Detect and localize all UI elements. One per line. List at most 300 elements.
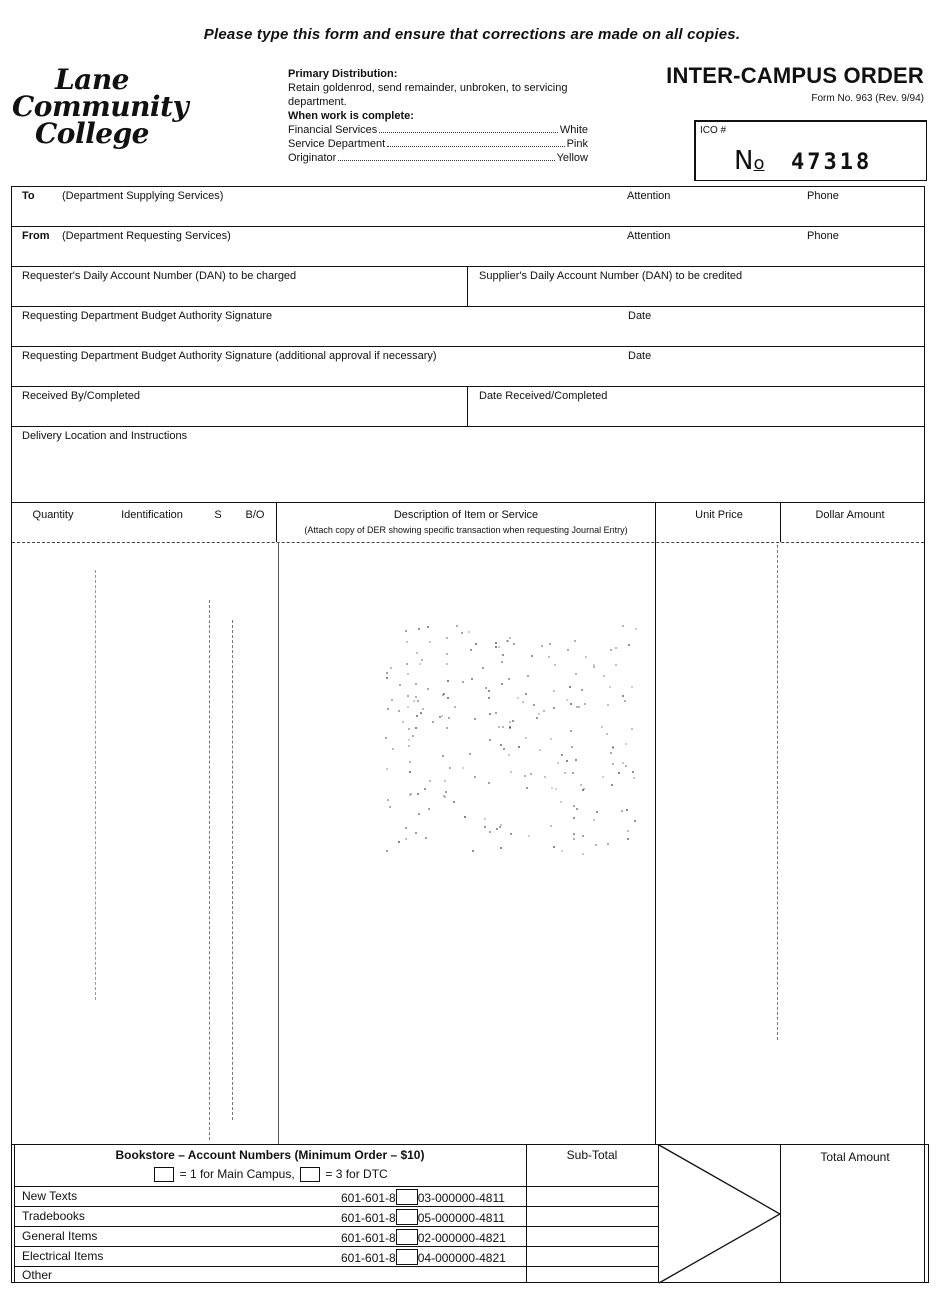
scan-speck [405, 827, 407, 829]
scan-speck [488, 690, 490, 692]
scan-speck [415, 832, 417, 834]
scan-speck [569, 686, 571, 688]
typing-notice: Please type this form and ensure that corrections are made on all copies. [203, 26, 741, 43]
main-campus-label: = 1 for Main Campus, [179, 1167, 295, 1181]
scan-speck [501, 683, 503, 685]
copy-color: Yellow [556, 152, 588, 164]
from-label: From [22, 230, 50, 242]
scan-speck [578, 706, 580, 708]
campus-code-box[interactable] [396, 1189, 418, 1205]
scan-speck [415, 696, 417, 698]
column-divider [526, 1144, 527, 1283]
campus-code-box[interactable] [396, 1209, 418, 1225]
scan-speck [580, 784, 582, 786]
scan-speck [446, 727, 448, 729]
account-row-name: New Texts [22, 1189, 78, 1203]
copy-dept: Originator [288, 152, 337, 164]
copy-row [288, 151, 588, 165]
scan-speck [512, 720, 514, 722]
row-divider [11, 386, 925, 387]
distribution-block [288, 67, 618, 165]
account-row-name: Other [22, 1268, 53, 1282]
scan-speck [474, 718, 476, 720]
scan-speck [593, 819, 595, 821]
scan-speck [418, 813, 420, 815]
scan-speck [501, 661, 503, 663]
scan-speck [573, 817, 575, 819]
scan-speck [550, 825, 552, 827]
scan-speck [387, 708, 389, 710]
description-header: Description of Item or Service [393, 509, 539, 521]
account-suffix: 02-000000-4821 [417, 1231, 506, 1245]
scan-speck [625, 765, 627, 767]
dtc-checkbox[interactable] [300, 1167, 320, 1182]
scan-speck [446, 663, 448, 665]
budget-signature-2-field[interactable] [12, 364, 924, 385]
scan-speck [447, 680, 449, 682]
from-description: (Department Requesting Services) [62, 230, 231, 242]
scan-speck [622, 625, 624, 627]
unit-price-header: Unit Price [695, 509, 743, 521]
scan-speck [555, 788, 557, 790]
scan-speck [530, 773, 532, 775]
scan-speck [489, 739, 491, 741]
scan-speck [626, 809, 628, 811]
scan-speck [500, 847, 502, 849]
scan-speck [575, 673, 577, 675]
copy-color: White [559, 124, 588, 136]
scan-speck [446, 637, 448, 639]
scan-speck [405, 838, 407, 840]
scan-speck [500, 744, 502, 746]
account-row-name: Tradebooks [22, 1209, 85, 1223]
scan-speck [485, 687, 487, 689]
account-number [341, 1189, 505, 1205]
account-prefix: 601-601-8 [341, 1191, 396, 1205]
scan-speck [536, 717, 538, 719]
scan-speck [573, 833, 575, 835]
received-by-label: Received By/Completed [22, 390, 141, 402]
copy-dept: Service Department [288, 138, 386, 150]
scan-speck [448, 717, 450, 719]
scan-speck [550, 738, 552, 740]
scan-speck [462, 767, 464, 769]
scan-speck [498, 646, 500, 648]
row-divider [11, 346, 925, 347]
date-received-label: Date Received/Completed [479, 390, 608, 402]
copy-row [288, 123, 588, 137]
scan-speck [572, 772, 574, 774]
scan-speck [484, 818, 486, 820]
scan-speck [582, 789, 584, 791]
row-divider [11, 266, 925, 267]
scan-speck [543, 710, 545, 712]
subtotal-field[interactable] [528, 1267, 657, 1281]
scan-speck [432, 721, 434, 723]
scan-speck [392, 748, 394, 750]
supplier-dan-label: Supplier's Daily Account Number (DAN) to be credited [479, 270, 743, 282]
scan-speck [412, 735, 414, 737]
scan-speck [500, 824, 502, 826]
scan-speck [632, 771, 634, 773]
scan-speck [576, 808, 578, 810]
scan-speck [610, 752, 612, 754]
scan-speck [612, 763, 614, 765]
scan-speck [427, 626, 429, 628]
from-field[interactable] [12, 244, 924, 265]
scan-speck [582, 853, 584, 855]
scan-speck [573, 805, 575, 807]
bookstore-title: Bookstore – Account Numbers (Minimum Order – $10) [115, 1148, 425, 1162]
scan-speck [625, 743, 627, 745]
budget-signature-field[interactable] [12, 324, 924, 345]
scan-speck [615, 647, 617, 649]
leader-dots [379, 123, 558, 133]
bookstore-left-border [14, 1144, 15, 1283]
college-logo [12, 63, 189, 150]
scan-speck [386, 672, 388, 674]
scan-speck [417, 700, 419, 702]
scan-speck [549, 643, 551, 645]
scan-speck [509, 637, 511, 639]
scan-speck [389, 806, 391, 808]
scan-speck [609, 686, 611, 688]
scan-speck [633, 777, 635, 779]
total-amount-label: Total Amount [820, 1150, 890, 1164]
scan-speck [443, 795, 445, 797]
scan-speck [541, 645, 543, 647]
scan-speck [498, 726, 500, 728]
copy-row [288, 137, 588, 151]
scan-speck [495, 712, 497, 714]
requester-dan-field[interactable] [12, 284, 466, 305]
logo-line-1: Lane [54, 63, 129, 96]
account-prefix: 601-601-8 [341, 1211, 396, 1225]
scan-speck [495, 642, 497, 644]
scan-speck [566, 699, 568, 701]
scan-speck [596, 811, 598, 813]
scan-speck [417, 793, 419, 795]
bo-header: B/O [245, 509, 265, 521]
scan-speck [531, 655, 533, 657]
scan-speck [528, 835, 530, 837]
scan-speck [560, 801, 562, 803]
scan-speck [603, 675, 605, 677]
account-row-name: Electrical Items [22, 1249, 104, 1263]
scan-speck [554, 664, 556, 666]
scan-speck [409, 771, 411, 773]
form-number: Form No. 963 (Rev. 9/94) [811, 93, 924, 104]
scan-speck [595, 844, 597, 846]
to-description: (Department Supplying Services) [62, 190, 224, 202]
subtotal-field[interactable] [528, 1207, 657, 1225]
scan-speck [524, 775, 526, 777]
scan-speck [566, 760, 568, 762]
scan-speck [607, 843, 609, 845]
scan-speck [553, 690, 555, 692]
scan-speck [611, 784, 613, 786]
scan-speck [461, 632, 463, 634]
campus-code-box[interactable] [396, 1229, 418, 1245]
scan-speck [570, 730, 572, 732]
other-account-field[interactable] [90, 1267, 524, 1281]
primary-distribution-heading: Primary Distribution: [288, 68, 398, 80]
scan-speck [454, 706, 456, 708]
scan-speck [444, 780, 446, 782]
scan-speck [499, 826, 501, 828]
scan-speck [385, 737, 387, 739]
scan-speck [575, 759, 577, 761]
scan-speck [544, 776, 546, 778]
scan-speck [527, 675, 529, 677]
scan-speck [533, 704, 535, 706]
scan-speck [402, 721, 404, 723]
scan-speck [488, 697, 490, 699]
date-received-field[interactable] [469, 404, 924, 425]
ico-number-box [694, 120, 927, 181]
scan-speck [468, 631, 470, 633]
form-title: INTER-CAMPUS ORDER [666, 63, 924, 88]
scan-speck [471, 678, 473, 680]
dollar-amount-header: Dollar Amount [815, 509, 885, 521]
scan-speck [585, 656, 587, 658]
scan-speck [446, 653, 448, 655]
scan-speck [610, 649, 612, 651]
scan-speck [627, 830, 629, 832]
to-phone-label: Phone [807, 190, 839, 202]
from-attention-label: Attention [627, 230, 671, 242]
scan-speck [618, 772, 620, 774]
scan-speck [475, 643, 477, 645]
description-note: (Attach copy of DER showing specific transaction when requesting Journal Entry) [304, 525, 628, 535]
total-arrow-icon [658, 1144, 781, 1284]
scan-speck [488, 782, 490, 784]
scan-speck [538, 713, 540, 715]
scan-speck [428, 808, 430, 810]
scan-speck [635, 628, 637, 630]
scan-speck [408, 739, 410, 741]
supplier-dan-field[interactable] [469, 284, 924, 305]
dtc-label: = 3 for DTC [325, 1167, 388, 1181]
scan-speck [582, 835, 584, 837]
scan-speck [415, 727, 417, 729]
scan-speck [509, 721, 511, 723]
number-sign [734, 146, 764, 176]
scan-speck [421, 659, 423, 661]
scan-speck [607, 704, 609, 706]
scan-speck [509, 727, 511, 729]
bookstore-top-border [11, 1144, 929, 1145]
scan-speck [561, 754, 563, 756]
scan-speck [601, 726, 603, 728]
column-divider [928, 1144, 929, 1283]
row-divider [11, 502, 925, 503]
scan-speck [525, 737, 527, 739]
scan-speck [502, 726, 504, 728]
work-complete-heading: When work is complete: [288, 110, 414, 122]
scan-speck [557, 762, 559, 764]
from-phone-label: Phone [807, 230, 839, 242]
account-prefix: 601-601-8 [341, 1231, 396, 1245]
scan-speck [406, 663, 408, 665]
ico-number: 47318 [791, 150, 873, 175]
campus-code-box[interactable] [396, 1249, 418, 1265]
scan-speck [584, 703, 586, 705]
scan-speck [418, 628, 420, 630]
leader-dots [387, 137, 564, 147]
scan-speck [489, 831, 491, 833]
scan-speck [445, 791, 447, 793]
budget-signature-label: Requesting Department Budget Authority Signature [22, 310, 273, 322]
scan-speck [489, 713, 491, 715]
row-divider [11, 226, 925, 227]
to-attention-label: Attention [627, 190, 671, 202]
scan-speck [410, 793, 412, 795]
ico-label: ICO # [700, 125, 727, 136]
scan-speck [390, 667, 392, 669]
scan-speck [564, 772, 566, 774]
scan-speck [570, 703, 572, 705]
column-divider [780, 502, 781, 542]
copy-dept: Financial Services [288, 124, 378, 136]
row-divider [11, 306, 925, 307]
logo-line-3: College [35, 117, 149, 150]
scan-speck [416, 652, 418, 654]
scan-speck [506, 640, 508, 642]
scan-speck [525, 693, 527, 695]
account-number [341, 1229, 506, 1245]
scan-speck [407, 706, 409, 708]
scan-speck [606, 733, 608, 735]
column-divider [467, 386, 468, 426]
scan-speck [502, 654, 504, 656]
number-sign-o: o [753, 153, 765, 174]
subtotal-field[interactable] [528, 1247, 657, 1265]
budget-date-label: Date [628, 310, 652, 322]
scan-speck [462, 681, 464, 683]
scan-speck [631, 728, 633, 730]
scan-speck [398, 710, 400, 712]
delivery-label: Delivery Location and Instructions [22, 430, 188, 442]
subtotal-label: Sub-Total [566, 1148, 618, 1162]
scan-speck [553, 846, 555, 848]
account-suffix: 03-000000-4811 [417, 1191, 505, 1205]
scan-speck [482, 667, 484, 669]
scan-speck [386, 768, 388, 770]
scan-speck [391, 699, 393, 701]
scan-speck [510, 771, 512, 773]
received-by-field[interactable] [12, 404, 466, 425]
scan-speck [408, 745, 410, 747]
main-campus-checkbox[interactable] [154, 1167, 174, 1182]
scan-speck [409, 761, 411, 763]
number-sign-n: N [734, 146, 754, 176]
scan-speck [553, 707, 555, 709]
account-number [341, 1249, 506, 1265]
column-divider [276, 502, 277, 542]
scan-speck [526, 787, 528, 789]
scan-speck [573, 838, 575, 840]
scan-speck [551, 787, 553, 789]
total-amount-field[interactable] [782, 1166, 927, 1281]
scan-speck [561, 850, 563, 852]
scan-speck [420, 712, 422, 714]
scan-speck [513, 643, 515, 645]
bookstore-bottom-border [14, 1282, 928, 1283]
subtotal-field[interactable] [528, 1187, 657, 1205]
scan-speck [496, 828, 498, 830]
scan-speck [627, 838, 629, 840]
scan-speck [427, 688, 429, 690]
copy-color: Pink [566, 138, 588, 150]
scan-speck [624, 700, 626, 702]
scan-speck [593, 666, 595, 668]
scan-speck [634, 820, 636, 822]
scan-speck [416, 715, 418, 717]
scan-speck [386, 850, 388, 852]
scan-speck [469, 753, 471, 755]
campus-code-legend [14, 1167, 526, 1182]
scan-speck [548, 656, 550, 658]
scan-speck [522, 701, 524, 703]
leader-dots [338, 151, 554, 161]
scan-speck [472, 850, 474, 852]
budget-signature-2-label: Requesting Department Budget Authority Signature (additional approval if necessary) [22, 350, 437, 362]
subtotal-field[interactable] [528, 1227, 657, 1245]
scan-speck [571, 746, 573, 748]
line-items-area[interactable] [12, 544, 924, 1142]
scan-speck [474, 776, 476, 778]
scan-speck [612, 747, 614, 749]
scan-speck [407, 673, 409, 675]
scan-speck [449, 767, 451, 769]
scan-speck [447, 697, 449, 699]
scan-speck [406, 641, 408, 643]
scan-speck [602, 776, 604, 778]
scan-speck [470, 649, 472, 651]
scan-speck [398, 841, 400, 843]
scan-speck [621, 810, 623, 812]
scan-speck [419, 663, 421, 665]
scan-speck [399, 684, 401, 686]
scan-speck [413, 700, 415, 702]
scan-speck [622, 762, 624, 764]
scan-speck [429, 641, 431, 643]
scan-speck [503, 748, 505, 750]
to-field[interactable] [12, 204, 924, 225]
scan-speck [442, 694, 444, 696]
scan-speck [405, 630, 407, 632]
scan-speck [508, 754, 510, 756]
scan-speck [429, 780, 431, 782]
row-divider [11, 426, 925, 427]
scan-speck [574, 640, 576, 642]
scan-speck [508, 678, 510, 680]
account-row-name: General Items [22, 1229, 98, 1243]
scan-speck [387, 799, 389, 801]
quantity-header: Quantity [32, 509, 74, 521]
scan-speck [425, 837, 427, 839]
budget-date-2-label: Date [628, 350, 652, 362]
logo-line-2: Community [12, 90, 189, 123]
scan-speck [424, 788, 426, 790]
scan-speck [442, 755, 444, 757]
identification-header: Identification [121, 509, 183, 521]
scan-speck [415, 683, 417, 685]
scan-speck [567, 649, 569, 651]
scan-speck [453, 801, 455, 803]
delivery-field[interactable] [12, 444, 924, 501]
